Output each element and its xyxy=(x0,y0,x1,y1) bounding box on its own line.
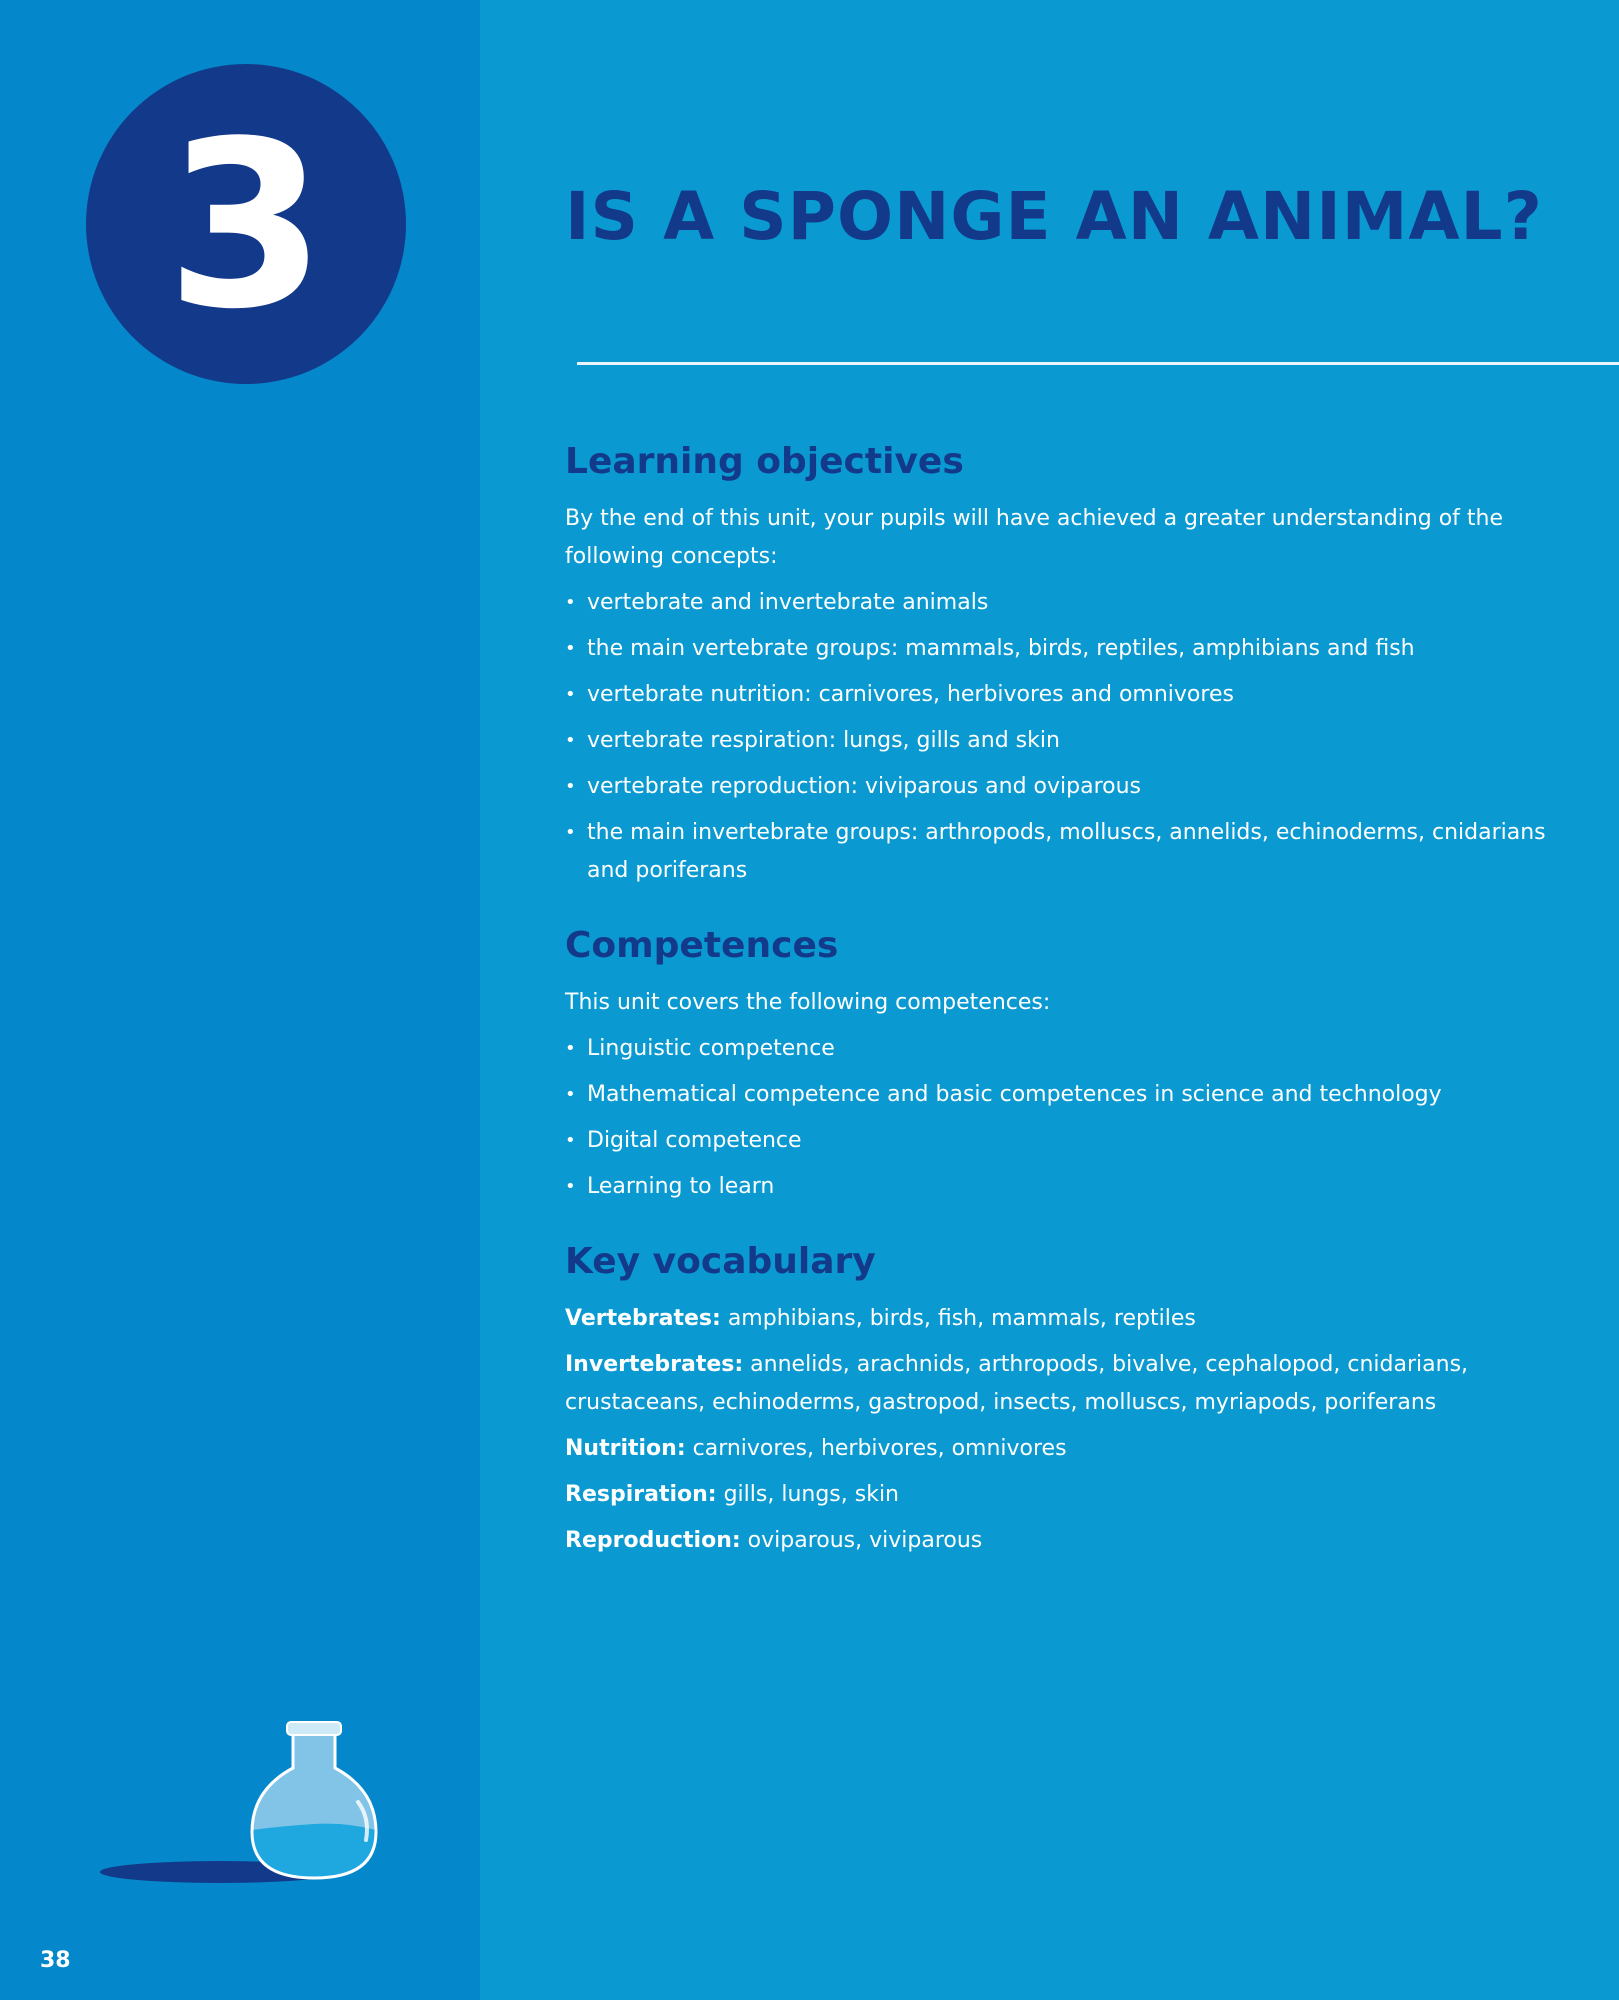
main-content xyxy=(565,438,1565,1560)
learning-objectives-list xyxy=(565,584,1565,890)
unit-number: 3 xyxy=(165,93,327,360)
vocab-words: carnivores, herbivores, omnivores xyxy=(692,1436,1067,1461)
competence-item: • Digital competence xyxy=(565,1122,1565,1160)
vocab-row-respiration xyxy=(565,1476,1565,1514)
competences-intro: This unit covers the following competences: xyxy=(565,990,1051,1015)
learning-objectives-section xyxy=(565,438,1565,890)
learning-objectives-heading: Learning objectives xyxy=(565,441,964,482)
page-number: 38 xyxy=(40,1948,71,1973)
vocab-row-invertebrates xyxy=(565,1346,1565,1422)
vocab-term: Nutrition: xyxy=(565,1436,686,1461)
title-divider xyxy=(577,362,1619,365)
round-bottom-flask-icon xyxy=(100,1690,400,1890)
vocab-term: Respiration: xyxy=(565,1482,717,1507)
key-vocabulary-section xyxy=(565,1238,1565,1560)
vocab-term: Invertebrates: xyxy=(565,1352,744,1377)
vocab-words: annelids, arachnids, arthropods, bivalve, cephalopod, cnidarians, crustaceans, echinoderms, gastropod, insects, molluscs, myriapods, poriferans xyxy=(565,1352,1469,1415)
objective-item: • vertebrate reproduction: viviparous and oviparous xyxy=(565,768,1565,806)
key-vocabulary-heading: Key vocabulary xyxy=(565,1241,876,1282)
competence-item: • Linguistic competence xyxy=(565,1030,1565,1068)
vocab-row-nutrition xyxy=(565,1430,1565,1468)
vocab-words: gills, lungs, skin xyxy=(723,1482,899,1507)
vocab-row-vertebrates xyxy=(565,1300,1565,1338)
objective-item: • vertebrate and invertebrate animals xyxy=(565,584,1565,622)
competences-list xyxy=(565,1030,1565,1206)
objective-item: • vertebrate nutrition: carnivores, herbivores and omnivores xyxy=(565,676,1565,714)
vocab-term: Vertebrates: xyxy=(565,1306,721,1331)
competence-item: • Learning to learn xyxy=(565,1168,1565,1206)
vocab-words: amphibians, birds, fish, mammals, reptiles xyxy=(727,1306,1196,1331)
unit-number-badge xyxy=(86,64,406,384)
competence-item: • Mathematical competence and basic competences in science and technology xyxy=(565,1076,1565,1114)
learning-objectives-intro: By the end of this unit, your pupils will have achieved a greater understanding of the following concepts: xyxy=(565,506,1504,569)
objective-item: • the main invertebrate groups: arthropods, molluscs, annelids, echinoderms, cnidarians and poriferans xyxy=(565,814,1565,890)
vocab-term: Reproduction: xyxy=(565,1528,741,1553)
objective-item: • vertebrate respiration: lungs, gills and skin xyxy=(565,722,1565,760)
page-title: IS A SPONGE AN ANIMAL? xyxy=(565,178,1543,255)
vocab-row-reproduction xyxy=(565,1522,1565,1560)
competences-section xyxy=(565,922,1565,1206)
objective-item: • the main vertebrate groups: mammals, birds, reptiles, amphibians and fish xyxy=(565,630,1565,668)
competences-heading: Competences xyxy=(565,925,839,966)
vocab-words: oviparous, viviparous xyxy=(747,1528,983,1553)
